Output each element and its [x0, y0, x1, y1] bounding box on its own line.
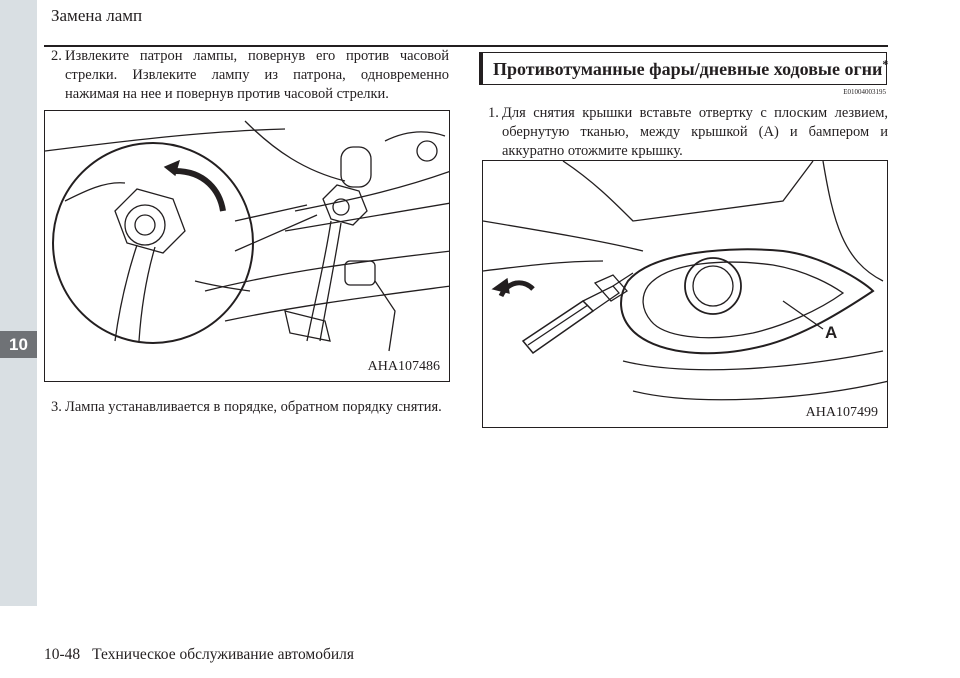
- page-number: 10-48: [44, 646, 81, 663]
- figure-1-code: AHA107486: [367, 359, 440, 374]
- step-1-text: Для снятия крышки вставьте отвертку с плоским лезвием, обернутую тканью, между крышкой (A) и бампером и аккуратно отожмите крышку.: [502, 105, 888, 159]
- bulb-socket-illustration: [45, 111, 450, 382]
- step-2-number: 2.: [51, 48, 62, 64]
- step-3-number: 3.: [51, 399, 62, 415]
- page-footer: [44, 646, 354, 664]
- step-1: [488, 104, 888, 161]
- page-header-title: Замена ламп: [51, 6, 143, 25]
- section-title-marker: *: [882, 57, 889, 71]
- figure-fog-lamp-cover: [482, 160, 888, 428]
- figure-bulb-socket: [44, 110, 450, 382]
- step-1-number: 1.: [488, 105, 499, 121]
- section-heading-box: [479, 52, 887, 85]
- chapter-side-strip: [0, 0, 37, 606]
- section-reference-code: E01004003195: [843, 88, 886, 96]
- step-3: [51, 398, 471, 417]
- step-3-text: Лампа устанавливается в порядке, обратном порядку снятия.: [65, 399, 442, 415]
- step-2: [51, 47, 449, 104]
- step-2-text: Извлеките патрон лампы, повернув его против часовой стрелки. Извлеките лампу из патрона, одновременно нажимая на нее и повернув против часовой стрелки.: [65, 48, 449, 102]
- chapter-tab[interactable]: 10: [0, 331, 37, 358]
- cover-callout-a: A: [825, 323, 838, 342]
- fog-lamp-cover-illustration: [483, 161, 888, 428]
- footer-section-title: Техническое обслуживание автомобиля: [92, 646, 355, 663]
- section-title: [493, 57, 888, 80]
- section-title-text: Противотуманные фары/дневные ходовые огни: [493, 59, 883, 79]
- figure-2-code: AHA107499: [805, 405, 878, 420]
